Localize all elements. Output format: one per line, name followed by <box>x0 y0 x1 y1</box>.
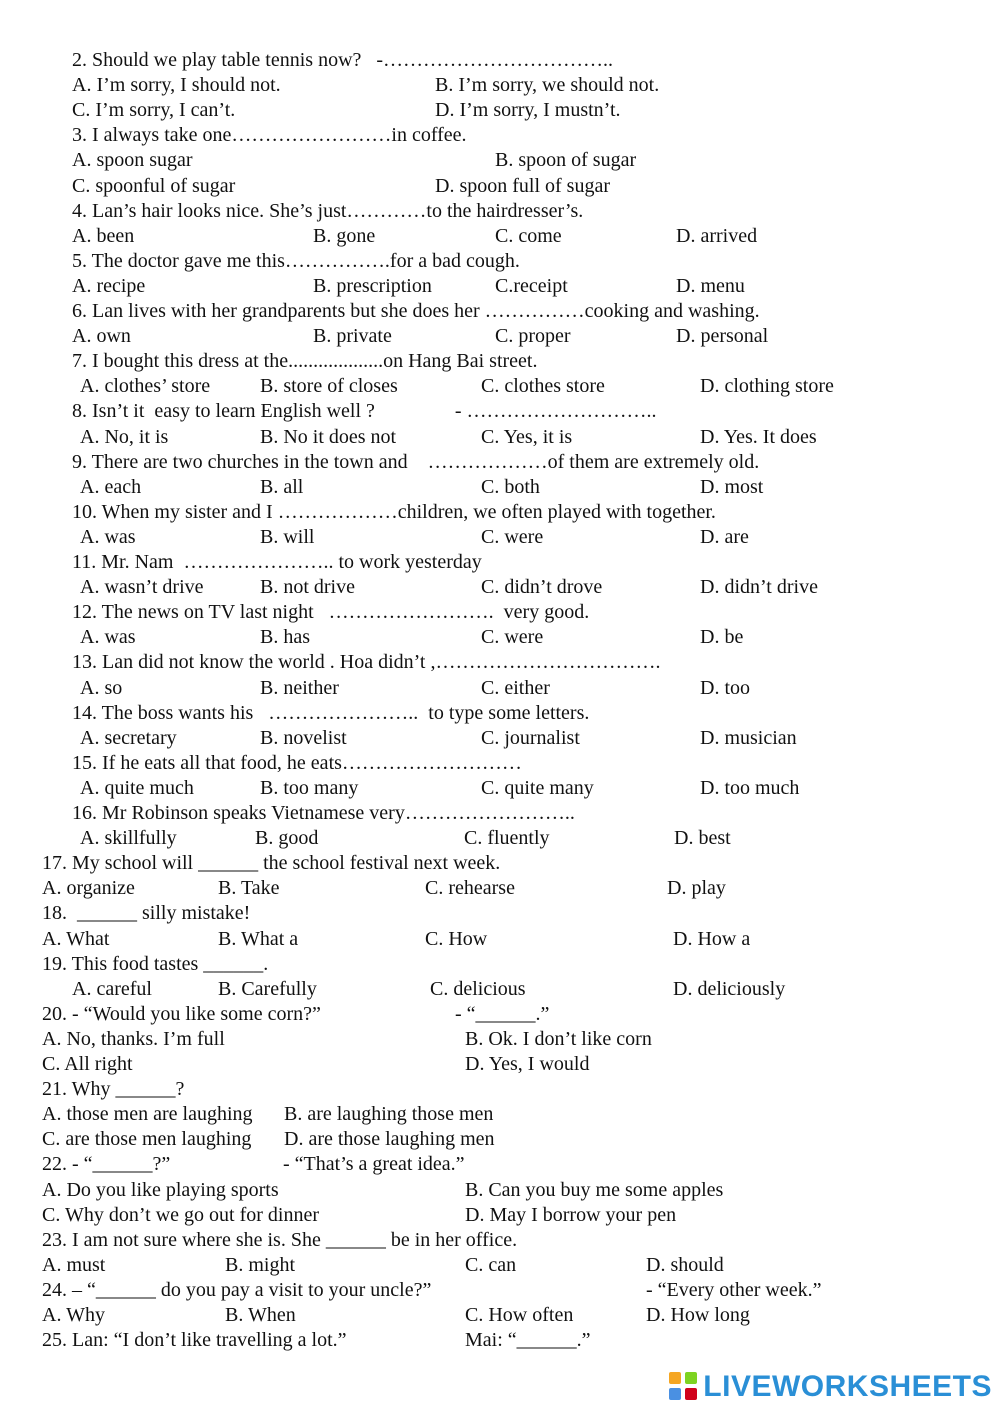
answer-option[interactable]: A. spoon sugar <box>72 149 193 172</box>
answer-option[interactable]: C. Yes, it is <box>481 425 573 448</box>
question-stem: 10. When my sister and I ………………children, we often played with together. <box>72 500 716 523</box>
answer-option[interactable]: C. were <box>481 525 544 548</box>
answer-option[interactable]: D. clothing store <box>700 375 834 398</box>
answer-option[interactable]: B. private <box>313 325 392 348</box>
answer-option[interactable]: B. Carefully <box>218 977 317 1000</box>
answer-option[interactable]: C. didn’t drove <box>481 576 603 599</box>
logo-text: LIVEWORKSHEETS <box>703 1370 992 1403</box>
question-reply: Mai: “______.” <box>465 1329 591 1352</box>
answer-option[interactable]: C. come <box>495 224 562 247</box>
answer-option[interactable]: D. play <box>667 877 726 900</box>
answer-option[interactable]: B. prescription <box>313 274 432 297</box>
question-stem: 24. – “______ do you pay a visit to your uncle?” <box>42 1278 432 1301</box>
answer-option[interactable]: C. spoonful of sugar <box>72 174 236 197</box>
answer-option[interactable]: C. rehearse <box>425 877 515 900</box>
answer-option[interactable]: C. How <box>425 927 488 950</box>
answer-option[interactable]: C. journalist <box>481 726 580 749</box>
question-reply: - “______.” <box>455 1002 550 1025</box>
question-stem: 2. Should we play table tennis now? -…………………………….. <box>72 49 614 71</box>
answer-option[interactable]: A. Do you like playing sports <box>42 1178 279 1201</box>
answer-option[interactable]: D. Yes. It does <box>700 425 817 448</box>
answer-option[interactable]: A. I’m sorry, I should not. <box>72 74 281 97</box>
answer-option[interactable]: B. spoon of sugar <box>495 149 637 172</box>
answer-option[interactable]: D. best <box>674 827 731 850</box>
answer-option[interactable]: C. both <box>481 475 540 498</box>
answer-option[interactable]: D. didn’t drive <box>700 576 818 599</box>
question-stem: 11. Mr. Nam ………………….. to work yesterday <box>72 551 482 573</box>
answer-option[interactable]: B. not drive <box>260 576 355 599</box>
answer-option[interactable]: D. I’m sorry, I mustn’t. <box>435 99 621 122</box>
answer-option[interactable]: C. delicious <box>430 977 526 1000</box>
question-stem: 5. The doctor gave me this…………….for a bad cough. <box>72 249 520 272</box>
answer-option[interactable]: D. be <box>700 626 744 649</box>
answer-option[interactable]: B. Ok. I don’t like corn <box>465 1027 652 1050</box>
answer-option[interactable]: C. I’m sorry, I can’t. <box>72 99 236 122</box>
answer-option[interactable]: B. gone <box>313 224 376 247</box>
answer-option[interactable]: A. own <box>72 325 131 348</box>
answer-option[interactable]: D. too much <box>700 776 800 799</box>
answer-option[interactable]: B. neither <box>260 676 339 699</box>
answer-option[interactable]: A. secretary <box>80 726 177 749</box>
question-stem: 8. Isn’t it easy to learn English well ? - ……………………….. <box>72 400 657 423</box>
question-stem: 13. Lan did not know the world . Hoa didn’t ,……………………………. <box>72 651 661 674</box>
answer-option[interactable]: D. arrived <box>676 224 758 247</box>
answer-option[interactable]: D. are those laughing men <box>284 1128 495 1151</box>
answer-option[interactable]: A. recipe <box>72 274 146 297</box>
answer-option[interactable]: B. When <box>225 1304 296 1326</box>
question-stem: 23. I am not sure where she is. She ______ be in her office. <box>42 1228 518 1251</box>
question-stem: 3. I always take one……………………in coffee. <box>72 124 467 147</box>
answer-option[interactable]: B. good <box>255 827 319 850</box>
answer-option[interactable]: A. What <box>42 927 110 950</box>
answer-option[interactable]: D. too <box>700 676 750 699</box>
answer-option[interactable]: D. most <box>700 475 764 498</box>
answer-option[interactable]: D. deliciously <box>673 977 786 1000</box>
question-stem: 19. This food tastes ______. <box>42 952 269 975</box>
answer-option[interactable]: C. How often <box>465 1304 574 1326</box>
answer-option[interactable]: B. will <box>260 525 315 548</box>
question-reply: - “Every other week.” <box>646 1278 822 1301</box>
answer-option[interactable]: B. store of closes <box>260 375 398 398</box>
logo-icon <box>669 1372 699 1402</box>
answer-option[interactable]: B. all <box>260 475 304 498</box>
question-stem: 21. Why ______? <box>42 1078 185 1101</box>
question-stem: 6. Lan lives with her grandparents but she does her ……………cooking and washing. <box>72 300 760 322</box>
answer-option[interactable]: B. too many <box>260 776 359 799</box>
answer-option[interactable]: A. Why <box>42 1304 105 1326</box>
answer-option[interactable]: B. are laughing those men <box>284 1103 494 1126</box>
answer-option[interactable]: D. are <box>700 525 749 548</box>
answer-option[interactable]: A. each <box>80 475 142 498</box>
question-reply: - “That’s a great idea.” <box>283 1153 465 1176</box>
answer-option[interactable]: C. proper <box>495 325 571 348</box>
answer-option[interactable]: A. clothes’ store <box>80 375 211 398</box>
answer-option[interactable]: D. personal <box>676 325 769 348</box>
answer-option[interactable]: C. fluently <box>464 827 550 850</box>
answer-option[interactable]: B. novelist <box>260 726 347 749</box>
answer-option[interactable]: A. been <box>72 224 135 247</box>
answer-option[interactable]: C. were <box>481 626 544 649</box>
answer-option[interactable]: D. should <box>646 1253 724 1276</box>
question-stem: 12. The news on TV last night ……………………. very good. <box>72 601 590 624</box>
answer-option[interactable]: C. clothes store <box>481 375 605 398</box>
answer-option[interactable]: C.receipt <box>495 274 568 297</box>
answer-option[interactable]: C. All right <box>42 1053 133 1075</box>
answer-option[interactable]: D. musician <box>700 726 797 749</box>
answer-option[interactable]: D. How long <box>646 1304 750 1326</box>
answer-option[interactable]: B. No it does not <box>260 425 397 448</box>
liveworksheets-logo <box>669 1369 992 1405</box>
answer-option[interactable]: D. menu <box>676 274 745 297</box>
question-stem: 9. There are two churches in the town and ………………of them are extremely old. <box>72 450 760 473</box>
question-stem: 15. If he eats all that food, he eats……………………… <box>72 751 522 774</box>
answer-option[interactable]: A. wasn’t drive <box>80 576 204 599</box>
answer-option[interactable]: A. was <box>80 525 136 548</box>
answer-option[interactable]: A. No, it is <box>80 425 169 448</box>
question-stem: 25. Lan: “I don’t like travelling a lot.” <box>42 1329 347 1352</box>
answer-option[interactable]: D. spoon full of sugar <box>435 174 610 197</box>
answer-option[interactable]: C. Why don’t we go out for dinner <box>42 1203 320 1226</box>
question-stem: 22. - “______?” <box>42 1153 171 1176</box>
answer-option[interactable]: C. quite many <box>481 776 594 799</box>
answer-option[interactable]: A. careful <box>72 977 152 1000</box>
question-stem: 7. I bought this dress at the...................on Hang Bai street. <box>72 350 538 373</box>
question-stem: 14. The boss wants his ………………….. to type some letters. <box>72 701 590 724</box>
answer-option[interactable]: A. organize <box>42 877 135 900</box>
answer-option[interactable]: B. Can you buy me some apples <box>465 1178 724 1201</box>
answer-option[interactable]: A. those men are laughing <box>42 1103 253 1126</box>
answer-option[interactable]: D. May I borrow your pen <box>465 1203 677 1226</box>
answer-option[interactable]: A. skillfully <box>80 827 177 850</box>
question-stem: 20. - “Would you like some corn?” <box>42 1002 321 1025</box>
answer-option[interactable]: B. What a <box>218 927 299 950</box>
answer-option[interactable]: B. Take <box>218 877 280 900</box>
answer-option[interactable]: C. either <box>481 676 550 699</box>
answer-option[interactable]: A. quite much <box>80 776 194 799</box>
question-stem: 17. My school will ______ the school festival next week. <box>42 852 501 875</box>
answer-option[interactable]: D. Yes, I would <box>465 1053 590 1075</box>
answer-option[interactable]: A. must <box>42 1253 106 1276</box>
answer-option[interactable]: C. can <box>465 1253 517 1276</box>
answer-option[interactable]: B. might <box>225 1253 296 1276</box>
answer-option[interactable]: B. I’m sorry, we should not. <box>435 74 660 97</box>
question-stem: 18. ______ silly mistake! <box>42 902 251 925</box>
question-stem: 4. Lan’s hair looks nice. She’s just…………to the hairdresser’s. <box>72 199 584 222</box>
answer-option[interactable]: D. How a <box>673 927 751 950</box>
question-stem: 16. Mr Robinson speaks Vietnamese very…………………….. <box>72 802 575 824</box>
answer-option[interactable]: A. No, thanks. I’m full <box>42 1027 225 1050</box>
answer-option[interactable]: A. was <box>80 626 136 649</box>
answer-option[interactable]: B. has <box>260 626 310 649</box>
answer-option[interactable]: A. so <box>80 676 123 699</box>
answer-option[interactable]: C. are those men laughing <box>42 1128 252 1151</box>
